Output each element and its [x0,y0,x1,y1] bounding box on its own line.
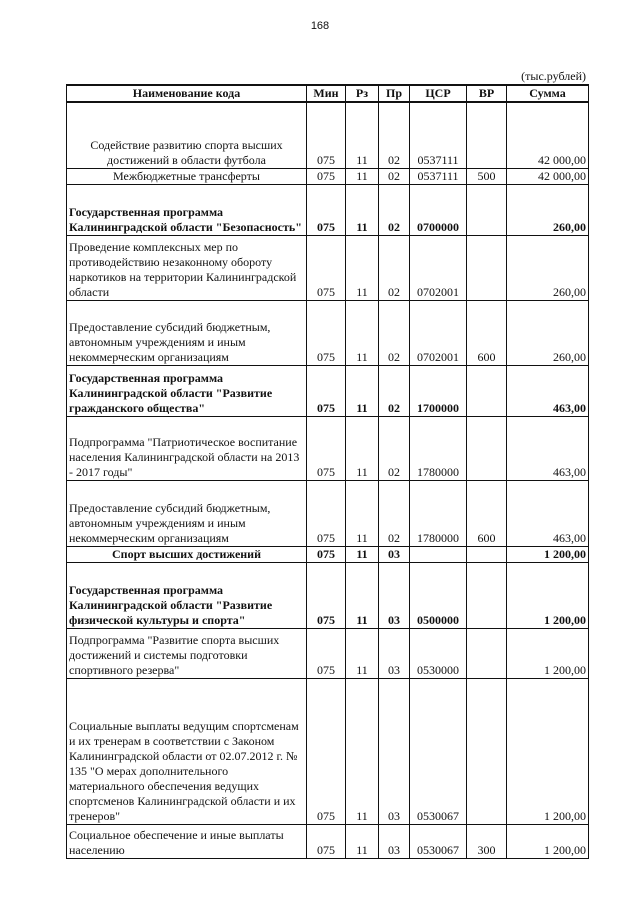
units-label: (тыс.рублей) [521,69,586,83]
table-row [67,365,589,416]
row-csr: 0700000 [410,184,467,235]
row-min: 075 [307,546,346,562]
table-row [67,824,589,858]
row-sum: 1 200,00 [507,824,589,858]
row-csr: 0530000 [410,628,467,678]
row-sum: 1 200,00 [507,628,589,678]
row-csr: 0530067 [410,678,467,824]
row-pr: 02 [379,416,410,480]
row-pr: 03 [379,678,410,824]
row-rz: 11 [346,824,379,858]
row-sum: 463,00 [507,480,589,546]
row-sum: 1 200,00 [507,546,589,562]
row-name: Проведение комплексных мер по противодействию незаконному обороту наркотиков на территории Калининградской области [67,235,307,300]
row-rz: 11 [346,184,379,235]
header-name: Наименование кода [67,85,307,102]
row-name: Подпрограмма "Патриотическое воспитание населения Калининградской области на 2013 - 2017 годы" [67,416,307,480]
row-pr: 03 [379,628,410,678]
header-pr: Пр [379,85,410,102]
row-csr: 0702001 [410,300,467,365]
row-min: 075 [307,416,346,480]
row-rz: 11 [346,102,379,168]
row-sum: 260,00 [507,184,589,235]
row-csr: 1780000 [410,416,467,480]
table-row [67,480,589,546]
row-rz: 11 [346,365,379,416]
row-vr: 300 [467,824,507,858]
table-row [67,628,589,678]
row-name: Социальное обеспечение и иные выплаты населению [67,824,307,858]
row-vr: 600 [467,480,507,546]
row-rz: 11 [346,416,379,480]
table-row [67,102,589,168]
row-pr: 02 [379,365,410,416]
header-csr: ЦСР [410,85,467,102]
header-sum: Сумма [507,85,589,102]
table-row [67,678,589,824]
row-csr: 1780000 [410,480,467,546]
row-min: 075 [307,365,346,416]
row-pr: 03 [379,546,410,562]
row-sum: 1 200,00 [507,562,589,628]
row-name: Государственная программа Калининградской области "Развитие гражданского общества" [67,365,307,416]
row-sum: 260,00 [507,235,589,300]
row-vr [467,102,507,168]
row-vr: 600 [467,300,507,365]
row-pr: 02 [379,300,410,365]
row-csr: 0702001 [410,235,467,300]
row-csr [410,546,467,562]
row-min: 075 [307,628,346,678]
row-rz: 11 [346,480,379,546]
row-rz: 11 [346,628,379,678]
row-min: 075 [307,480,346,546]
row-vr [467,184,507,235]
budget-table [66,84,589,859]
row-sum: 1 200,00 [507,678,589,824]
row-name: Подпрограмма "Развитие спорта высших достижений и системы подготовки спортивного резерва" [67,628,307,678]
row-min: 075 [307,678,346,824]
table-row [67,184,589,235]
row-vr [467,416,507,480]
row-vr [467,678,507,824]
row-name: Межбюджетные трансферты [67,168,307,184]
row-rz: 11 [346,168,379,184]
row-vr: 500 [467,168,507,184]
row-min: 075 [307,168,346,184]
row-rz: 11 [346,300,379,365]
row-min: 075 [307,102,346,168]
row-rz: 11 [346,562,379,628]
row-min: 075 [307,184,346,235]
row-name: Государственная программа Калининградской области "Развитие физической культуры и спорта" [67,562,307,628]
row-name: Спорт высших достижений [67,546,307,562]
row-min: 075 [307,824,346,858]
row-vr [467,235,507,300]
row-sum: 42 000,00 [507,168,589,184]
row-vr [467,562,507,628]
row-rz: 11 [346,235,379,300]
header-min: Мин [307,85,346,102]
row-csr: 0530067 [410,824,467,858]
row-pr: 03 [379,824,410,858]
table-row [67,168,589,184]
header-rz: Рз [346,85,379,102]
table-row [67,562,589,628]
table-row [67,546,589,562]
row-min: 075 [307,300,346,365]
table-row [67,300,589,365]
row-name: Предоставление субсидий бюджетным, автономным учреждениям и иным некоммерческим организациям [67,480,307,546]
row-csr: 1700000 [410,365,467,416]
row-pr: 03 [379,562,410,628]
row-csr: 0537111 [410,168,467,184]
row-sum: 463,00 [507,416,589,480]
row-rz: 11 [346,678,379,824]
row-name: Социальные выплаты ведущим спортсменам и их тренерам в соответствии с Законом Калининградской области от 02.07.2012 г. № 135 "О мерах дополнительного материального обеспечения ведущих спортсменов Калининградской области и их тренеров" [67,678,307,824]
row-pr: 02 [379,480,410,546]
table-header-row [67,85,589,102]
row-pr: 02 [379,168,410,184]
row-name: Содействие развитию спорта высших достижений в области футбола [67,102,307,168]
row-min: 075 [307,235,346,300]
row-csr: 0537111 [410,102,467,168]
header-vr: ВР [467,85,507,102]
row-pr: 02 [379,184,410,235]
row-rz: 11 [346,546,379,562]
row-csr: 0500000 [410,562,467,628]
row-sum: 260,00 [507,300,589,365]
row-pr: 02 [379,235,410,300]
row-name: Государственная программа Калининградской области "Безопасность" [67,184,307,235]
page-number: 168 [310,20,330,32]
row-sum: 463,00 [507,365,589,416]
table-row [67,235,589,300]
row-vr [467,365,507,416]
row-vr [467,628,507,678]
row-min: 075 [307,562,346,628]
row-vr [467,546,507,562]
row-pr: 02 [379,102,410,168]
row-sum: 42 000,00 [507,102,589,168]
table-row [67,416,589,480]
row-name: Предоставление субсидий бюджетным, автономным учреждениям и иным некоммерческим организациям [67,300,307,365]
